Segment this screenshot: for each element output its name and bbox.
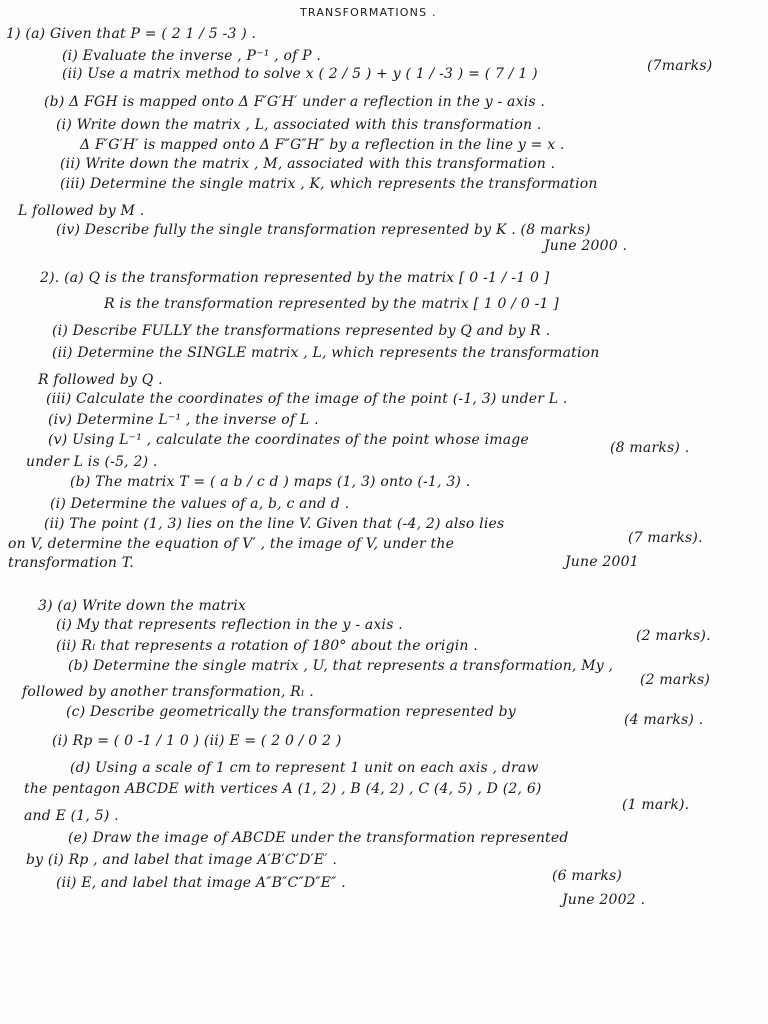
q2-a-iii: (iii) Calculate the coordinates of the image of the point (-1, 3) under L .	[46, 391, 568, 407]
q2-a-v-cont: under L is (-5, 2) .	[26, 454, 158, 470]
q3-part-e: (e) Draw the image of ABCDE under the transformation represented	[68, 830, 569, 846]
q2-b-ii: (ii) The point (1, 3) lies on the line V. Given that (-4, 2) also lies	[44, 516, 505, 532]
q3-d-cont2: and E (1, 5) .	[24, 808, 119, 824]
q3-e-i: by (i) Rp , and label that image A′B′C′D′E′ .	[26, 852, 338, 868]
q1-b-iii-cont: L followed by M .	[18, 203, 145, 219]
q2-b-ii-cont2: transformation T.	[8, 555, 134, 571]
q2-b-i: (i) Determine the values of a, b, c and d .	[50, 496, 350, 512]
q2-b-marks: (7 marks).	[628, 530, 703, 546]
q1-b-iii: (iii) Determine the single matrix , K, which represents the transformation	[60, 176, 598, 192]
q2-part-a: 2). (a) Q is the transformation represented by the matrix [ 0 -1 / -1 0 ]	[40, 270, 550, 286]
q3-part-a: 3) (a) Write down the matrix	[38, 598, 246, 614]
q1-b-ii: (ii) Write down the matrix , M, associated with this transformation .	[60, 156, 556, 172]
q2-a-iv: (iv) Determine L⁻¹ , the inverse of L .	[48, 412, 319, 428]
q3-d-cont: the pentagon ABCDE with vertices A (1, 2) , B (4, 2) , C (4, 5) , D (2, 6)	[24, 781, 542, 797]
q2-a-r: R is the transformation represented by the matrix [ 1 0 / 0 -1 ]	[104, 296, 559, 312]
q1-a-i: (i) Evaluate the inverse , P⁻¹ , of P .	[62, 48, 322, 64]
q1-a-ii: (ii) Use a matrix method to solve x ( 2 / 5 ) + y ( 1 / -3 ) = ( 7 / 1 )	[62, 66, 538, 82]
q3-part-c: (c) Describe geometrically the transformation represented by	[66, 704, 516, 720]
q1-date: June 2000 .	[544, 238, 628, 254]
q2-a-ii-cont: R followed by Q .	[38, 372, 163, 388]
q3-c-items: (i) Rp = ( 0 -1 / 1 0 ) (ii) E = ( 2 0 / 0 2 )	[52, 733, 342, 749]
q3-b-cont: followed by another transformation, Rₗ .	[22, 684, 314, 700]
q2-part-b: (b) The matrix T = ( a b / c d ) maps (1, 3) onto (-1, 3) .	[70, 474, 471, 490]
page-title: TRANSFORMATIONS .	[300, 6, 437, 19]
q2-a-ii: (ii) Determine the SINGLE matrix , L, which represents the transformation	[52, 345, 600, 361]
q2-a-v: (v) Using L⁻¹ , calculate the coordinates of the point whose image	[48, 432, 529, 448]
q1-a-marks: (7marks)	[647, 58, 713, 74]
q3-a-ii: (ii) Rₗ that represents a rotation of 180° about the origin .	[56, 638, 478, 654]
q3-b-marks: (2 marks)	[640, 672, 711, 688]
q1-part-b: (b) Δ FGH is mapped onto Δ F′G′H′ under a reflection in the y - axis .	[44, 94, 546, 110]
q2-a-i: (i) Describe FULLY the transformations represented by Q and by R .	[52, 323, 551, 339]
q1-b-i: (i) Write down the matrix , L, associated with this transformation .	[56, 117, 542, 133]
q1-b-statement: Δ F′G′H′ is mapped onto Δ F″G″H″ by a reflection in the line y = x .	[80, 137, 565, 153]
q2-b-ii-cont: on V, determine the equation of V′ , the image of V, under the	[8, 536, 455, 552]
q3-e-marks: (6 marks)	[552, 868, 623, 884]
q3-part-b: (b) Determine the single matrix , U, that represents a transformation, My ,	[68, 658, 614, 674]
q3-a-i: (i) My that represents reflection in the y - axis .	[56, 617, 403, 633]
q1-part-a: 1) (a) Given that P = ( 2 1 / 5 -3 ) .	[6, 26, 257, 42]
q2-date: June 2001	[565, 554, 639, 570]
q2-a-marks: (8 marks) .	[610, 440, 690, 456]
q3-part-d: (d) Using a scale of 1 cm to represent 1 unit on each axis , draw	[70, 760, 539, 776]
q1-b-iv: (iv) Describe fully the single transformation represented by K . (8 marks)	[56, 222, 591, 238]
q3-a-marks: (2 marks).	[636, 628, 711, 644]
q3-c-marks: (4 marks) .	[624, 712, 704, 728]
q3-d-marks: (1 mark).	[622, 797, 690, 813]
q3-date: June 2002 .	[562, 892, 646, 908]
q3-e-ii: (ii) E, and label that image A″B″C″D″E″ .	[56, 875, 346, 891]
